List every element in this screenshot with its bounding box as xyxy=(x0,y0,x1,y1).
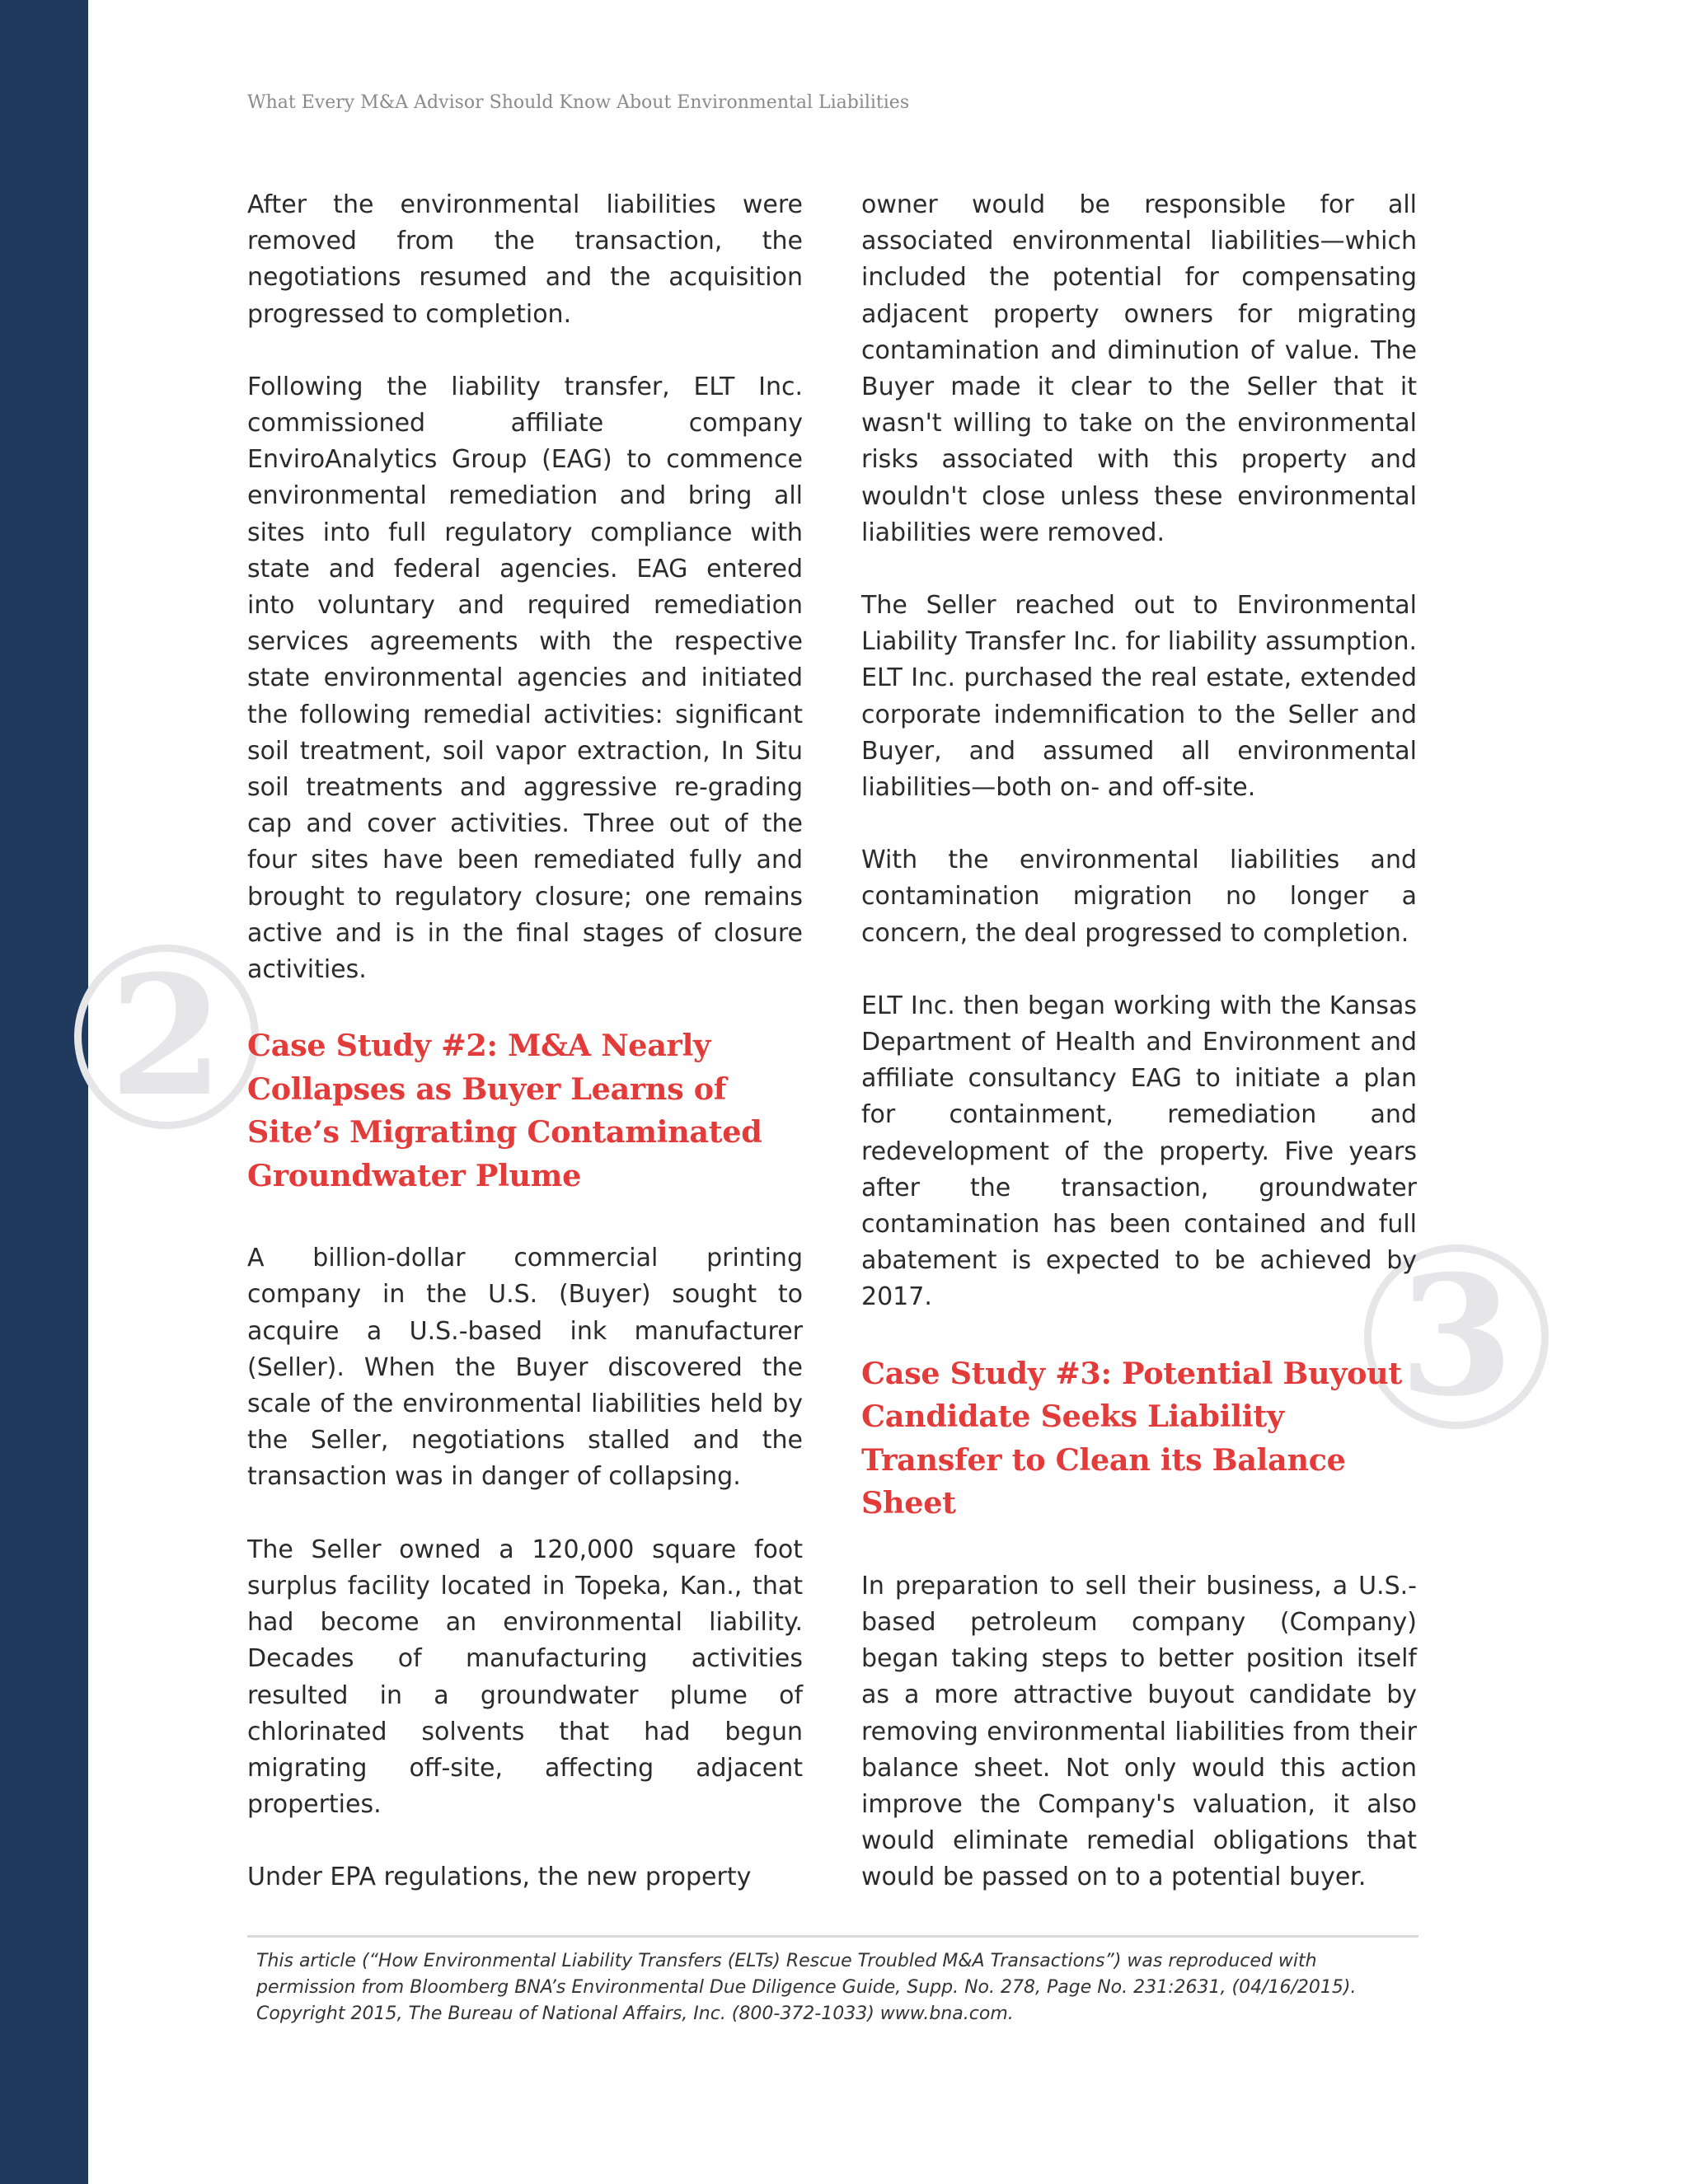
case-study-3-heading: Case Study #3: Potential Buyout Candidate Seeks Liability Transfer to Clean its Balance Sheet xyxy=(861,1355,1402,1521)
paragraph: The Seller reached out to Environmental Liability Transfer Inc. for liability assumption. ELT Inc. purchased the real estate, extended corporate indemnification to the Seller and Buyer, and assumed all environmental liabilities—both on- and off-site. xyxy=(861,591,1417,803)
paragraph: owner would be responsible for all associated environmental liabilities—which included the potential for compensating adjacent property owners for migrating contamination and diminution of value. The Buyer made it clear to the Seller that it wasn't willing to take on the environmental risks associated with this property and wouldn't close unless these environmental liabilities were removed. xyxy=(861,190,1417,547)
paragraph: A billion-dollar commercial printing company in the U.S. (Buyer) sought to acquire a U.S.-based ink manufacturer (Seller). When the Buyer discovered the scale of the environmental liabilities held by the Seller, negotiations stalled and the transaction was in danger of collapsing. xyxy=(247,1244,803,1492)
right-column xyxy=(861,187,1417,1933)
running-header: What Every M&A Advisor Should Know About Environmental Liabilities xyxy=(247,92,910,113)
case-study-2-heading: Case Study #2: M&A Nearly Collapses as Buyer Learns of Site’s Migrating Contaminated Groundwater Plume xyxy=(247,1028,762,1193)
paragraph: ELT Inc. then began working with the Kansas Department of Health and Environment and affiliate consultancy EAG to initiate a plan for containment, remediation and redevelopment of the property. Five years after the transaction, groundwater contamination has been contained and full abatement is expected to be achieved by 2017. xyxy=(861,991,1417,1312)
case-study-2-number-badge: 2 xyxy=(74,944,259,1129)
case-study-3-number-badge: 3 xyxy=(1364,1244,1549,1429)
sidebar-band xyxy=(0,0,88,2184)
paragraph: Under EPA regulations, the new property xyxy=(247,1863,752,1892)
footnote: This article (“How Environmental Liability Transfers (ELTs) Rescue Troubled M&A Transactions”) was reproduced with permission from Bloomberg BNA’s Environmental Due Diligence Guide, Supp. No. 278, Page No. 231:2631, (04/16/2015). Copyright 2015, The Bureau of National Affairs, Inc. (800-372-1033) www.bna.com. xyxy=(256,1951,1357,2024)
paragraph: After the environmental liabilities were removed from the transaction, the negotiations resumed and the acquisition progressed to completion. xyxy=(247,190,803,329)
paragraph: With the environmental liabilities and contamination migration no longer a concern, the deal progressed to completion. xyxy=(861,846,1417,948)
paragraph: In preparation to sell their business, a U.S.-based petroleum company (Company) began taking steps to better position itself as a more attractive buyout candidate by removing environmental liabilities from their balance sheet. Not only would this action improve the Company's valuation, it also would eliminate remedial obligations that would be passed on to a potential buyer. xyxy=(861,1571,1417,1892)
paragraph: The Seller owned a 120,000 square foot surplus facility located in Topeka, Kan., that had become an environmental liability. Decades of manufacturing activities resulted in a groundwater plume of chlorinated solvents that had begun migrating off-site, affecting adjacent properties. xyxy=(247,1535,803,1820)
footnote-divider xyxy=(247,1935,1418,1938)
paragraph: Following the liability transfer, ELT Inc. commissioned affiliate company EnviroAnalytics Group (EAG) to commence environmental remediation and bring all sites into full regulatory compliance with state and federal agencies. EAG entered into voluntary and required remediation services agreements with the respective state environmental agencies and initiated the following remedial activities: significant soil treatment, soil vapor extraction, In Situ soil treatments and aggressive re-grading cap and cover activities. Three out of the four sites have been remediated fully and brought to regulatory closure; one remains active and is in the final stages of closure activities. xyxy=(247,372,803,985)
left-column xyxy=(247,187,803,1933)
